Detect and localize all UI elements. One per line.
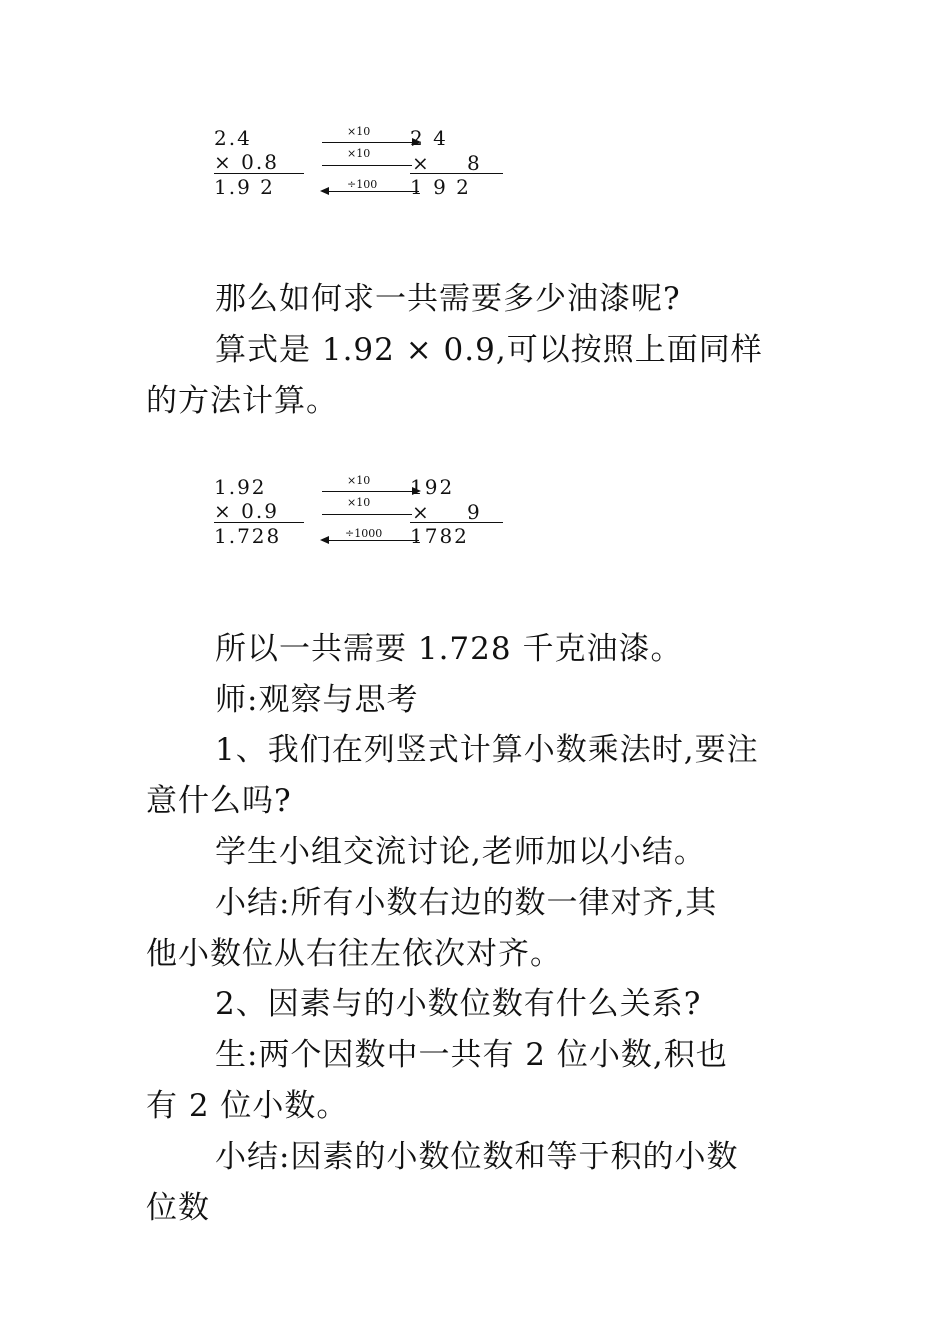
text-question-1b: 意什么吗? xyxy=(146,783,292,819)
text-question-1a: 1、我们在列竖式计算小数乘法时,要注 xyxy=(215,732,759,768)
calc1-right-top: 2 4 xyxy=(410,126,448,150)
calc1-left-line xyxy=(214,173,304,174)
calc1-left-mid: × 0.8 xyxy=(214,150,279,174)
calc1-arrow-bot xyxy=(322,191,419,192)
text-summary-2b: 位数 xyxy=(146,1190,210,1226)
calc2-right-bot: 1782 xyxy=(410,524,469,548)
calc2-right-line xyxy=(410,522,503,523)
calc1-line-mid xyxy=(322,165,412,166)
text-discussion: 学生小组交流讨论,老师加以小结。 xyxy=(215,834,706,870)
text-summary-1b: 他小数位从右往左依次对齐。 xyxy=(146,936,562,972)
calc2-op-top: ×10 xyxy=(347,474,371,487)
calc1-left-bot: 1.9 2 xyxy=(214,175,275,199)
vertical-calc-2 xyxy=(0,474,950,554)
text-question-2: 2、因素与的小数位数有什么关系? xyxy=(215,986,702,1022)
text-teacher-prompt: 师:观察与思考 xyxy=(215,682,419,718)
calc1-right-mid-n: 8 xyxy=(467,151,482,175)
calc2-left-mid: × 0.9 xyxy=(214,499,279,523)
calc1-op-mid: ×10 xyxy=(347,147,371,160)
calc1-arrow-top xyxy=(322,142,419,143)
calc1-right-mid-x: × xyxy=(412,151,431,175)
calc1-op-bot: ÷100 xyxy=(347,178,378,191)
calc2-line-mid xyxy=(322,514,412,515)
text-summary-2a: 小结:因素的小数位数和等于积的小数 xyxy=(215,1139,739,1175)
calc1-left-top: 2.4 xyxy=(214,126,252,150)
calc2-arrow-bot xyxy=(322,540,419,541)
text-summary-1a: 小结:所有小数右边的数一律对齐,其 xyxy=(215,885,718,921)
calc2-left-top: 1.92 xyxy=(214,475,267,499)
text-method: 的方法计算。 xyxy=(146,383,338,419)
calc2-op-mid: ×10 xyxy=(347,496,371,509)
text-student-answer-b: 有 2 位小数。 xyxy=(146,1088,349,1124)
calc2-op-bot: ÷1000 xyxy=(345,527,383,540)
calc2-right-top: 192 xyxy=(410,475,455,499)
calc2-left-bot: 1.728 xyxy=(214,524,282,548)
calc1-op-top: ×10 xyxy=(347,125,371,138)
calc2-left-line xyxy=(214,522,304,523)
calc1-right-line xyxy=(410,173,503,174)
vertical-calc-1 xyxy=(0,125,950,205)
calc2-right-mid-x: × xyxy=(412,500,431,524)
text-student-answer-a: 生:两个因数中一共有 2 位小数,积也 xyxy=(215,1037,728,1073)
text-question: 那么如何求一共需要多少油漆呢? xyxy=(215,281,681,317)
calc2-arrow-top xyxy=(322,491,419,492)
calc1-right-bot: 1 9 2 xyxy=(410,175,471,199)
text-formula: 算式是 1.92 × 0.9,可以按照上面同样 xyxy=(215,332,763,368)
calc2-right-mid-n: 9 xyxy=(467,500,482,524)
text-answer: 所以一共需要 1.728 千克油漆。 xyxy=(215,631,683,667)
